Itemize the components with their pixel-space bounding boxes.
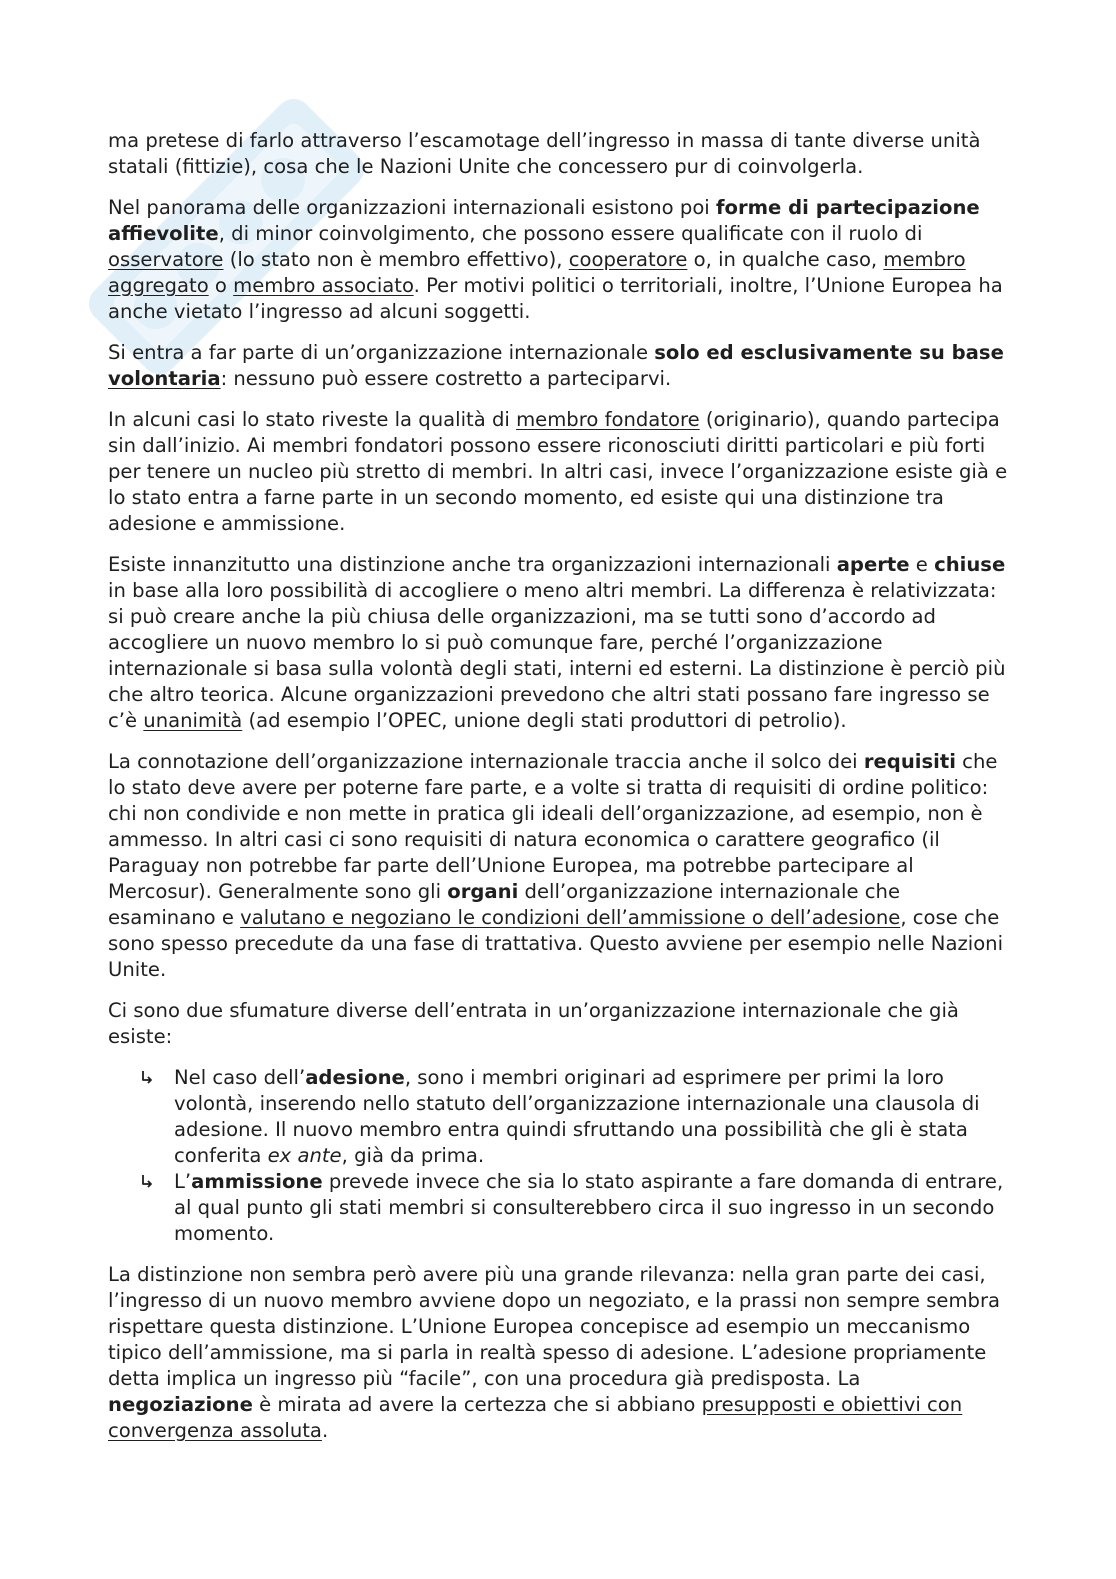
paragraph-2: Nel panorama delle organizzazioni internazionali esistono poi forme di partecipazione affievolite, di minor coinvolgimento, che possono essere qualificate con il ruolo di osservatore (lo stato non è membro effettivo), cooperatore o, in qualche caso, membro aggregato o membro associato. Per motivi politici o territoriali, inoltre, l’Unione Europea ha anche vietato l’ingresso ad alcuni soggetti. — [108, 196, 1003, 323]
bold-term: requisiti — [863, 750, 956, 773]
bold-term: ammissione — [191, 1170, 323, 1193]
paragraph-7: Ci sono due sfumature diverse dell’entrata in un’organizzazione internazionale che già esiste: — [108, 999, 959, 1048]
arrow-bullet-icon — [140, 1070, 156, 1086]
italic-term: ex ante — [267, 1144, 342, 1167]
bullet-list — [108, 1065, 1008, 1247]
paragraph-1: ma pretese di farlo attraverso l’escamotage dell’ingresso in massa di tante diverse unità statali (fittizie), cosa che le Nazioni Unite che concessero pur di coinvolgerla. — [108, 129, 981, 178]
underlined-term: unanimità — [143, 709, 243, 732]
document-body — [108, 128, 1008, 1459]
bold-term: adesione — [305, 1066, 405, 1089]
underlined-term: membro associato — [233, 274, 414, 297]
arrow-bullet-icon — [140, 1174, 156, 1190]
paragraph-8: La distinzione non sembra però avere più una grande rilevanza: nella gran parte dei casi, l’ingresso di un nuovo membro avviene dopo un negoziato, e la prassi non sempre sembra rispettare questa distinzione. L’Unione Europea concepisce ad esempio un meccanismo tipico dell’ammissione, ma si parla in realtà spesso di adesione. L’adesione propriamente detta implica un ingresso più “facile”, con una procedura già predisposta. La negoziazione è mirata ad avere la certezza che si abbiano presupposti e obiettivi con convergenza assoluta. — [108, 1263, 1001, 1442]
bold-term: aperte — [836, 553, 910, 576]
underlined-term: membro fondatore — [516, 408, 700, 431]
underlined-term: valutano e negoziano le condizioni dell’ammissione o dell’adesione — [240, 906, 901, 929]
list-item: Nel caso dell’adesione, sono i membri originari ad esprimere per primi la loro volontà, inserendo nello statuto dell’organizzazione internazionale una clausola di adesione. Il nuovo membro entra quindi sfruttando una possibilità che gli è stata conferita ex ante, già da prima. — [174, 1065, 1008, 1169]
underlined-term: cooperatore — [568, 248, 688, 271]
bold-term: organi — [447, 880, 519, 903]
bold-term: chiuse — [934, 553, 1006, 576]
paragraph-6: La connotazione dell’organizzazione internazionale traccia anche il solco dei requisiti che lo stato deve avere per poterne fare parte, e a volte si tratta di requisiti di ordine politico: chi non condivide e non mette in pratica gli ideali dell’organizzazione, ad esempio, non è ammesso. In altri casi ci sono requisiti di natura economica o carattere geografico (il Paraguay non potrebbe far parte dell’Unione Europea, ma potrebbe partecipare al Mercosur). Generalmente sono gli organi dell’organizzazione internazionale che esaminano e valutano e negoziano le condizioni dell’ammissione o dell’adesione, cose che sono spesso precedute da una fase di trattativa. Questo avviene per esempio nelle Nazioni Unite. — [108, 750, 1004, 981]
paragraph-4: In alcuni casi lo stato riveste la qualità di membro fondatore (originario), quando partecipa sin dall’inizio. Ai membri fondatori possono essere riconosciuti diritti particolari e più forti per tenere un nucleo più stretto di membri. In altri casi, invece l’organizzazione esiste già e lo stato entra a farne parte in un secondo momento, ed esiste qui una distinzione tra adesione e ammissione. — [108, 408, 1008, 535]
bold-term: forme di partecipazione affievolite — [108, 196, 980, 245]
underlined-term: presupposti e obiettivi con convergenza assoluta — [108, 1393, 963, 1442]
underlined-term: membro aggregato — [108, 248, 966, 297]
paragraph-3: Si entra a far parte di un’organizzazione internazionale solo ed esclusivamente su base volontaria: nessuno può essere costretto a parteciparvi. — [108, 341, 1004, 390]
list-item: L’ammissione prevede invece che sia lo stato aspirante a fare domanda di entrare, al qual punto gli stati membri si consulterebbero circa il suo ingresso in un secondo momento. — [174, 1169, 1008, 1247]
bold-term: solo ed esclusivamente su base — [654, 341, 1004, 364]
bold-term: negoziazione — [108, 1393, 253, 1416]
underlined-term: osservatore — [108, 248, 224, 271]
paragraph-5: Esiste innanzitutto una distinzione anche tra organizzazioni internazionali aperte e chiuse in base alla loro possibilità di accogliere o meno altri membri. La differenza è relativizzata: si può creare anche la più chiusa delle organizzazioni, ma se tutti sono d’accordo ad accogliere un nuovo membro lo si può comunque fare, perché l’organizzazione internazionale si basa sulla volontà degli stati, interni ed esterni. La distinzione è perciò più che altro teorica. Alcune organizzazioni prevedono che altri stati possano fare ingresso se c’è unanimità (ad esempio l’OPEC, unione degli stati produttori di petrolio). — [108, 553, 1006, 732]
underlined-term: volontaria — [108, 367, 221, 390]
